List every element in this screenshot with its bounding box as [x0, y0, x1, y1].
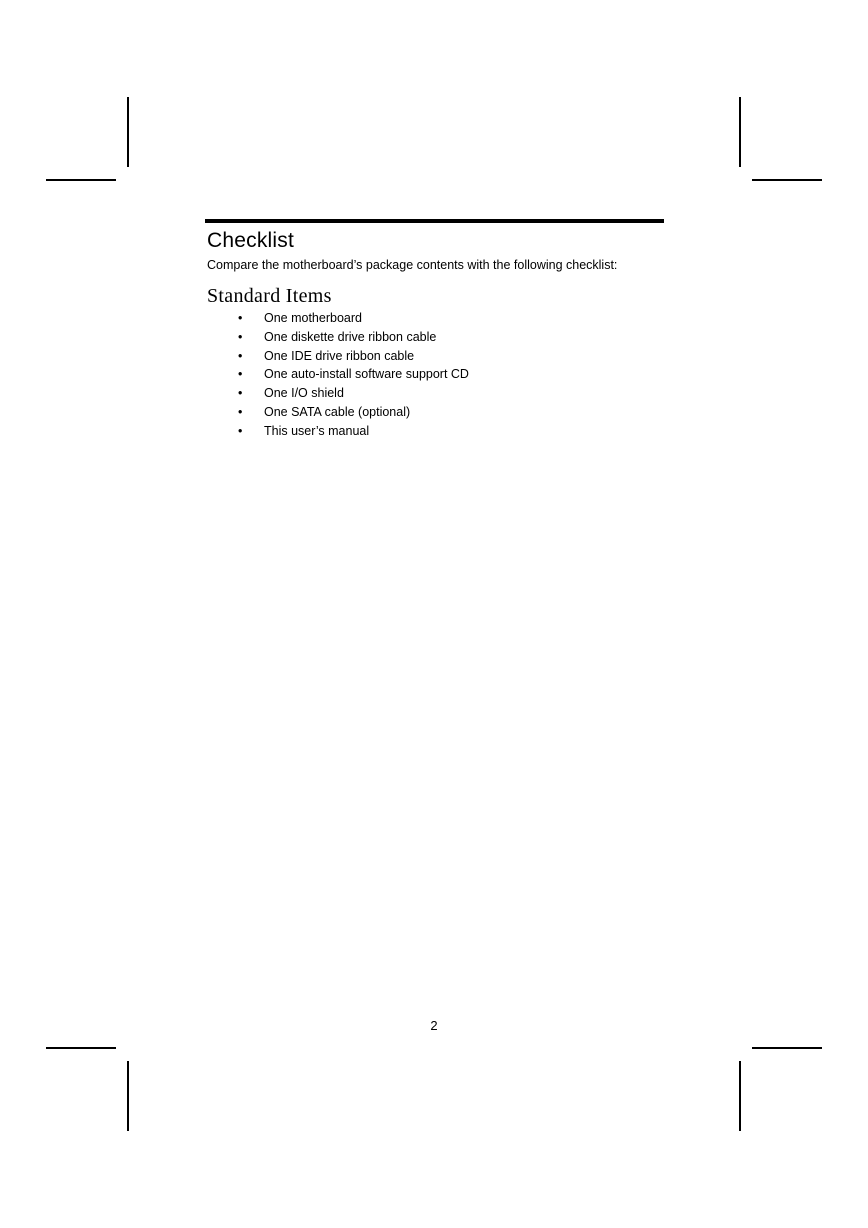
bullet-icon: • — [238, 311, 243, 325]
section-rule — [205, 219, 664, 223]
crop-mark-bottom-right-vertical — [739, 1061, 741, 1131]
list-item — [205, 384, 665, 403]
list-item — [205, 309, 665, 328]
crop-mark-bottom-left-vertical — [127, 1061, 129, 1131]
crop-mark-top-right-vertical — [739, 97, 741, 167]
crop-mark-bottom-left-horizontal — [46, 1047, 116, 1049]
crop-mark-top-left-vertical — [127, 97, 129, 167]
list-item-text: One motherboard — [264, 311, 362, 325]
list-item — [205, 365, 665, 384]
list-item — [205, 328, 665, 347]
list-item-text: One IDE drive ribbon cable — [264, 348, 415, 363]
crop-mark-top-right-horizontal — [752, 179, 822, 181]
bullet-icon: • — [238, 348, 243, 363]
crop-mark-bottom-right-horizontal — [752, 1047, 822, 1049]
list-item-text: One auto-install software support CD — [264, 367, 469, 382]
intro-paragraph: Compare the motherboard’s package contents with the following checklist: — [207, 258, 618, 272]
list-item — [205, 347, 665, 366]
bullet-icon: • — [238, 329, 243, 344]
list-item — [205, 403, 665, 422]
section-title: Checklist — [207, 229, 294, 252]
bullet-icon: • — [238, 404, 243, 419]
page-content — [205, 219, 665, 441]
page-number: 2 — [430, 1018, 438, 1033]
subsection-title: Standard Items — [207, 285, 332, 307]
list-item-text: One diskette drive ribbon cable — [264, 329, 437, 344]
bullet-icon: • — [238, 386, 243, 401]
crop-mark-top-left-horizontal — [46, 179, 116, 181]
list-item-text: This user’s manual — [264, 423, 370, 438]
checklist-items — [205, 309, 665, 441]
list-item — [205, 422, 665, 441]
bullet-icon: • — [238, 367, 243, 382]
list-item-text: One I/O shield — [264, 386, 344, 401]
bullet-icon: • — [238, 423, 243, 438]
list-item-text: One SATA cable (optional) — [264, 404, 411, 419]
